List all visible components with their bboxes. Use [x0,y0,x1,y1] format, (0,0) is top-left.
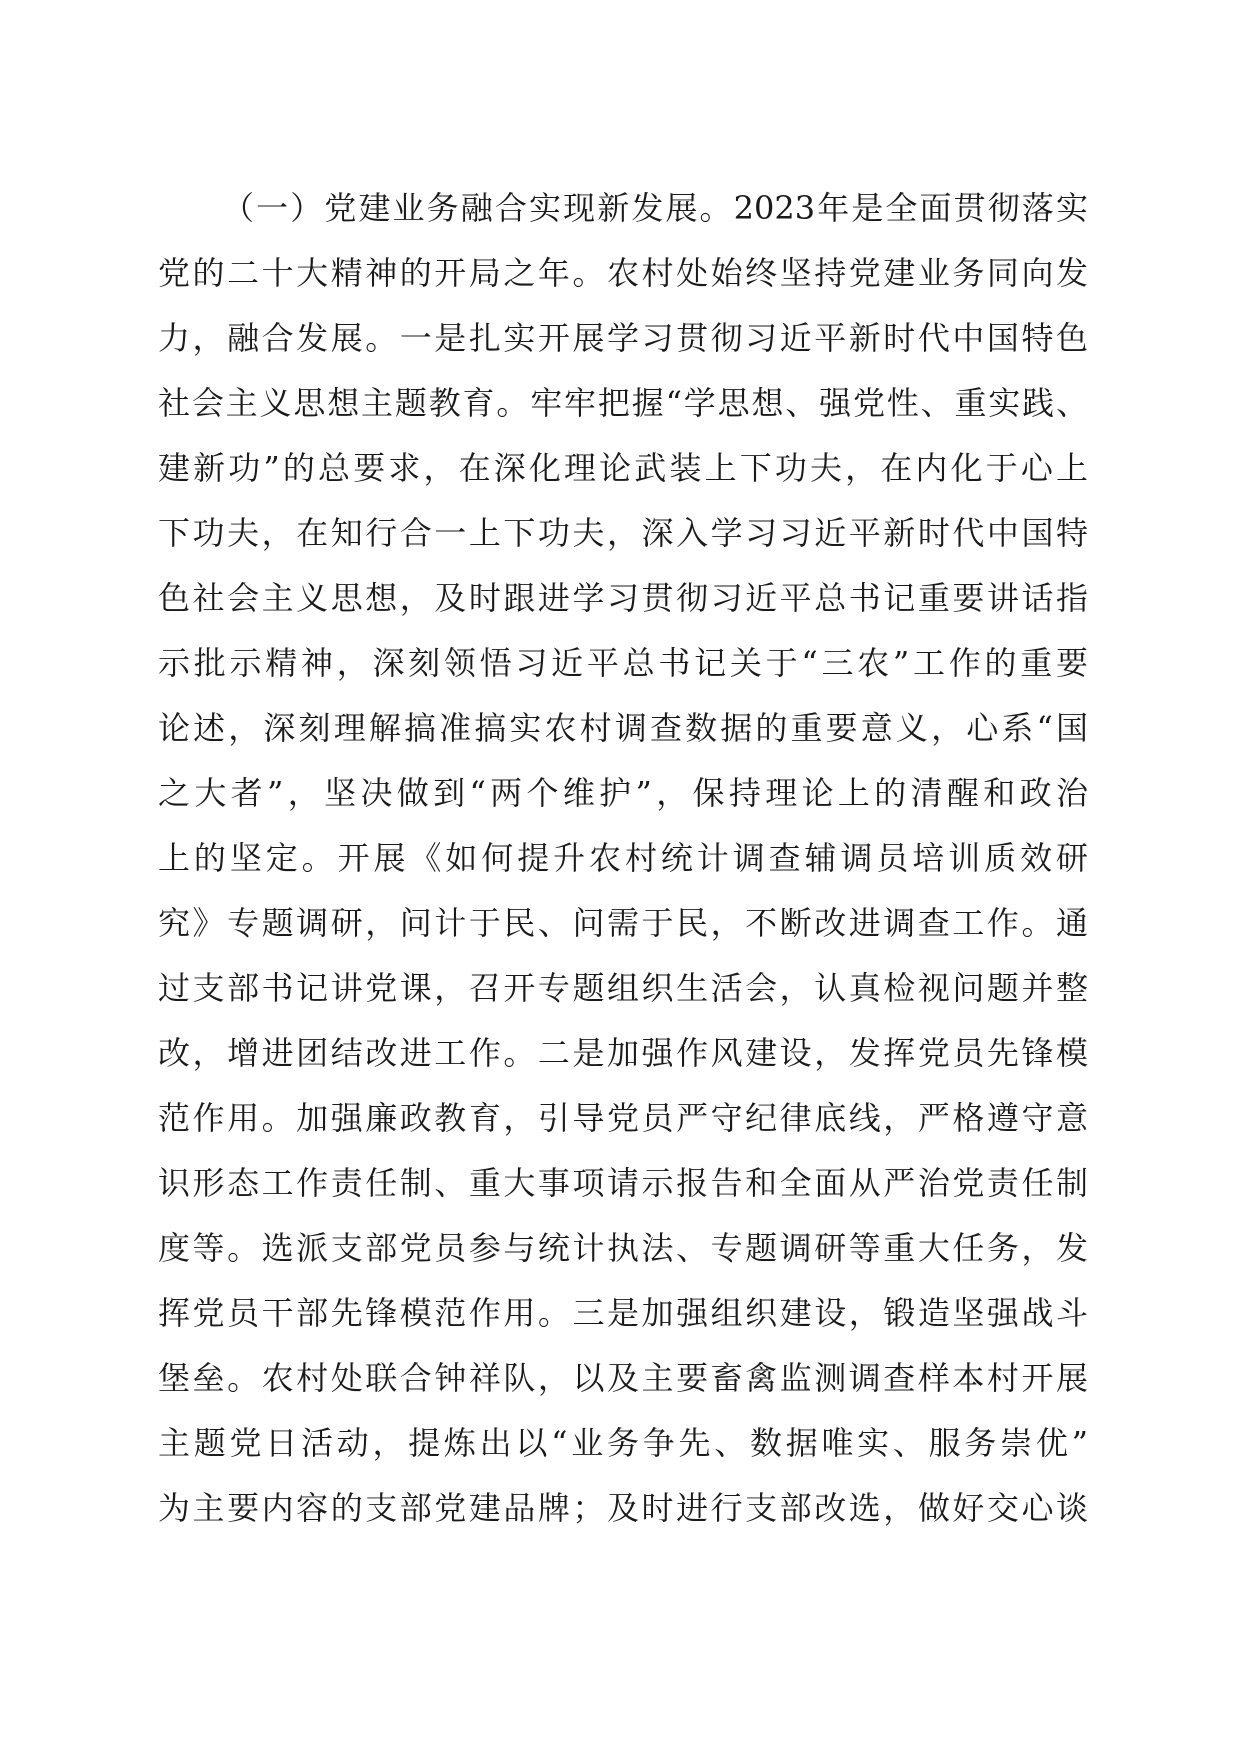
paragraph-line: 建新功”的总要求，在深化理论武装上下功夫，在内化于心上 [158,449,1088,487]
paragraph-line: 之大者”，坚决做到“两个维护”，保持理论上的清醒和政治 [158,774,1088,812]
paragraph-line: 论述，深刻理解搞准搞实农村调查数据的重要意义，心系“国 [158,709,1088,747]
paragraph-line: 识形态工作责任制、重大事项请示报告和全面从严治党责任制 [158,1164,1088,1202]
paragraph-line: 主题党日活动，提炼出以“业务争先、数据唯实、服务崇优” [158,1424,1088,1462]
paragraph-line: 挥党员干部先锋模范作用。三是加强组织建设，锻造坚强战斗 [158,1294,1088,1332]
paragraph-line: 党的二十大精神的开局之年。农村处始终坚持党建业务同向发 [158,254,1088,292]
paragraph-line: 过支部书记讲党课，召开专题组织生活会，认真检视问题并整 [158,969,1088,1007]
paragraph-line: 示批示精神，深刻领悟习近平总书记关于“三农”工作的重要 [158,644,1088,682]
paragraph-line: （一）党建业务融合实现新发展。2023年是全面贯彻落实 [222,189,1088,227]
paragraph-line: 范作用。加强廉政教育，引导党员严守纪律底线，严格遵守意 [158,1099,1088,1137]
paragraph-line: 色社会主义思想，及时跟进学习贯彻习近平总书记重要讲话指 [158,579,1088,617]
paragraph-line: 社会主义思想主题教育。牢牢把握“学思想、强党性、重实践、 [158,384,1088,422]
body-paragraph [158,188,1088,1553]
paragraph-line: 度等。选派支部党员参与统计执法、专题调研等重大任务，发 [158,1229,1088,1267]
paragraph-line: 力，融合发展。一是扎实开展学习贯彻习近平新时代中国特色 [158,319,1088,357]
paragraph-line: 上的坚定。开展《如何提升农村统计调查辅调员培训质效研 [158,839,1088,877]
paragraph-line: 堡垒。农村处联合钟祥队，以及主要畜禽监测调查样本村开展 [158,1359,1088,1397]
paragraph-line: 究》专题调研，问计于民、问需于民，不断改进调查工作。通 [158,904,1088,942]
paragraph-line: 下功夫，在知行合一上下功夫，深入学习习近平新时代中国特 [158,514,1088,552]
paragraph-line: 改，增进团结改进工作。二是加强作风建设，发挥党员先锋模 [158,1034,1088,1072]
paragraph-line: 为主要内容的支部党建品牌；及时进行支部改选，做好交心谈 [158,1489,1088,1527]
